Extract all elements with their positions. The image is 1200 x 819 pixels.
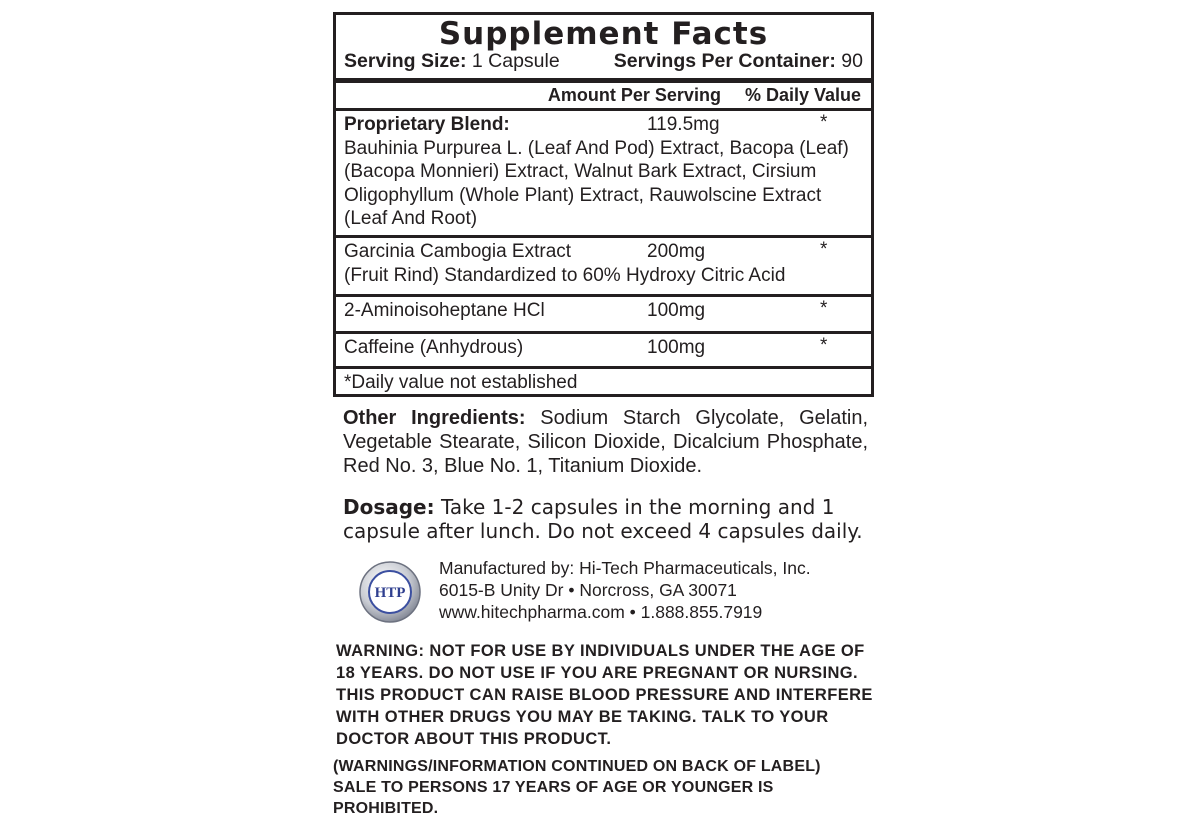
manufacturer-info [439,557,811,623]
ingredient-daily-value: * [820,298,828,319]
column-daily-value: % Daily Value [744,85,861,105]
ingredient-daily-value: * [820,112,828,133]
manufacturer-contact: www.hitechpharma.com • 1.888.855.7919 [439,602,763,622]
ingredient-row [336,235,871,294]
manufacturer-line: Manufactured by: Hi-Tech Pharmaceuticals, Inc. [439,558,811,578]
dosage-label: Dosage: [343,495,435,519]
dosage [343,495,868,543]
ingredient-row [336,294,871,331]
sale-restriction-line: SALE TO PERSONS 17 YEARS OF AGE OR YOUNGER IS PROHIBITED. [333,779,774,817]
other-ingredients-text: Sodium Starch Glycolate, Gelatin, Vegetable Stearate, Silicon Dioxide, Dicalcium Phosphate, Red No. 3, Blue No. 1, Titanium Dioxide. [343,407,868,477]
warning-continued [333,756,878,819]
ingredient-name: Proprietary Blend: [344,114,510,135]
column-amount-per-serving: Amount Per Serving [547,85,721,105]
other-ingredients-label: Other Ingredients: [343,407,526,429]
dosage-text: Take 1-2 capsules in the morning and 1 capsule after lunch. Do not exceed 4 capsules daily. [343,495,863,543]
other-ingredients [343,406,868,478]
ingredient-daily-value: * [820,239,828,260]
manufacturer-address: 6015-B Unity Dr • Norcross, GA 30071 [439,580,737,600]
supplement-facts-panel [333,12,874,397]
ingredient-amount: 100mg [647,337,706,358]
svg-text:HTP: HTP [374,585,406,601]
ingredient-daily-value: * [820,335,828,356]
hi-tech-logo-icon [358,560,422,624]
ingredient-detail: (Bacopa Monnieri) Extract, Walnut Bark Extract, Cirsium [344,161,817,182]
warning-continued-line: (WARNINGS/INFORMATION CONTINUED ON BACK OF LABEL) [333,758,821,775]
warning-text: WARNING: NOT FOR USE BY INDIVIDUALS UNDER THE AGE OF 18 YEARS. DO NOT USE IF YOU ARE PREGNANT OR NURSING. THIS PRODUCT CAN RAISE BLOOD PRESSURE AND INTERFERE WITH OTHER DRUGS YOU MAY BE TAKING. TALK TO YOUR DOCTOR ABOUT THIS PRODUCT. [336,642,873,748]
ingredient-amount: 200mg [647,241,706,262]
ingredient-detail: (Leaf And Root) [344,208,478,229]
ingredient-row [336,331,871,366]
ingredient-name: Garcinia Cambogia Extract [344,241,572,262]
daily-value-footnote: *Daily value not established [336,366,871,397]
panel-title: Supplement Facts [438,16,769,52]
supplement-label [333,12,874,397]
serving-size: Serving Size: 1 Capsule [344,50,560,72]
servings-per-container: Servings Per Container: 90 [613,50,863,72]
column-header [336,83,871,108]
serving-info [336,50,871,78]
ingredient-name: 2-Aminoisoheptane HCl [344,300,545,321]
ingredient-detail: Bauhinia Purpurea L. (Leaf And Pod) Extract, Bacopa (Leaf) [344,137,849,159]
ingredient-detail: (Fruit Rind) Standardized to 60% Hydroxy Citric Acid [344,264,786,286]
ingredient-row [336,108,871,235]
ingredient-amount: 100mg [647,300,706,321]
ingredient-detail: Oligophyllum (Whole Plant) Extract, Rauwolscine Extract [344,184,822,206]
ingredient-name: Caffeine (Anhydrous) [344,337,524,358]
ingredient-amount: 119.5mg [647,114,720,135]
